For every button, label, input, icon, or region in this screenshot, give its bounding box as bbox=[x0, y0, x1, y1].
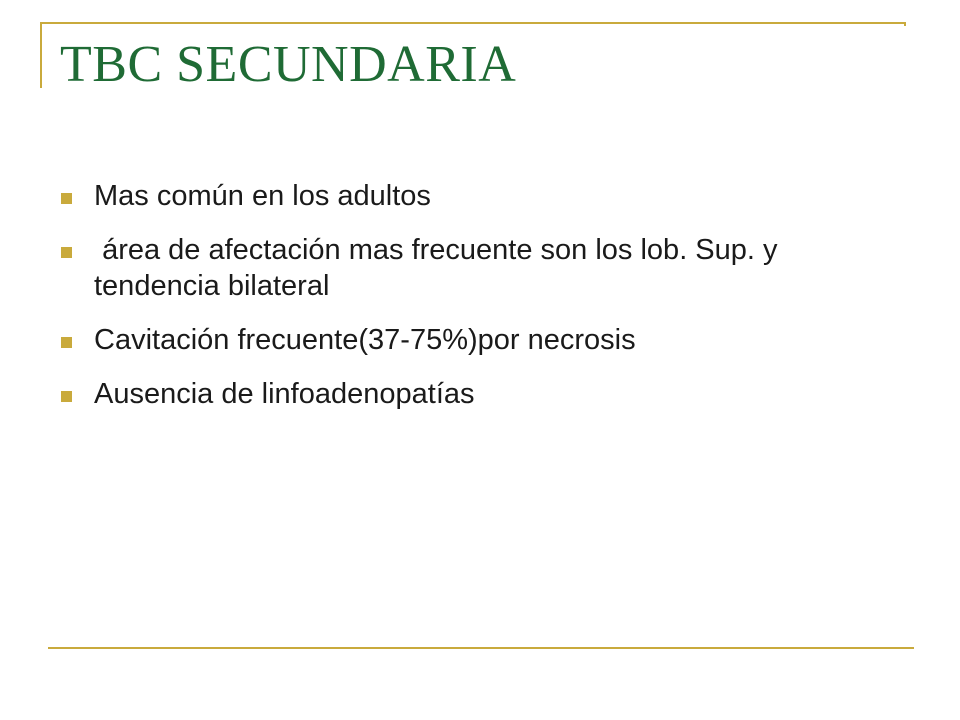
square-bullet-icon bbox=[61, 193, 72, 204]
square-bullet-icon bbox=[61, 391, 72, 402]
bullet-item bbox=[0, 232, 844, 304]
right-border-tick bbox=[904, 22, 906, 26]
bullet-item bbox=[0, 376, 844, 412]
bullet-list bbox=[0, 178, 960, 430]
top-border-line bbox=[40, 22, 906, 24]
bullet-text: Ausencia de linfoadenopatías bbox=[94, 378, 475, 410]
bullet-text: Cavitación frecuente(37-75%)por necrosis bbox=[94, 324, 636, 356]
square-bullet-icon bbox=[61, 247, 72, 258]
bullet-text: Mas común en los adultos bbox=[94, 180, 431, 212]
slide-title: TBC SECUNDARIA bbox=[60, 36, 517, 93]
bottom-border-line bbox=[48, 647, 914, 649]
square-bullet-icon bbox=[61, 337, 72, 348]
bullet-item bbox=[0, 178, 844, 214]
left-border-line bbox=[40, 22, 42, 88]
bullet-text: área de afectación mas frecuente son los lob. Sup. y tendencia bilateral bbox=[94, 234, 786, 302]
bullet-item bbox=[0, 322, 844, 358]
